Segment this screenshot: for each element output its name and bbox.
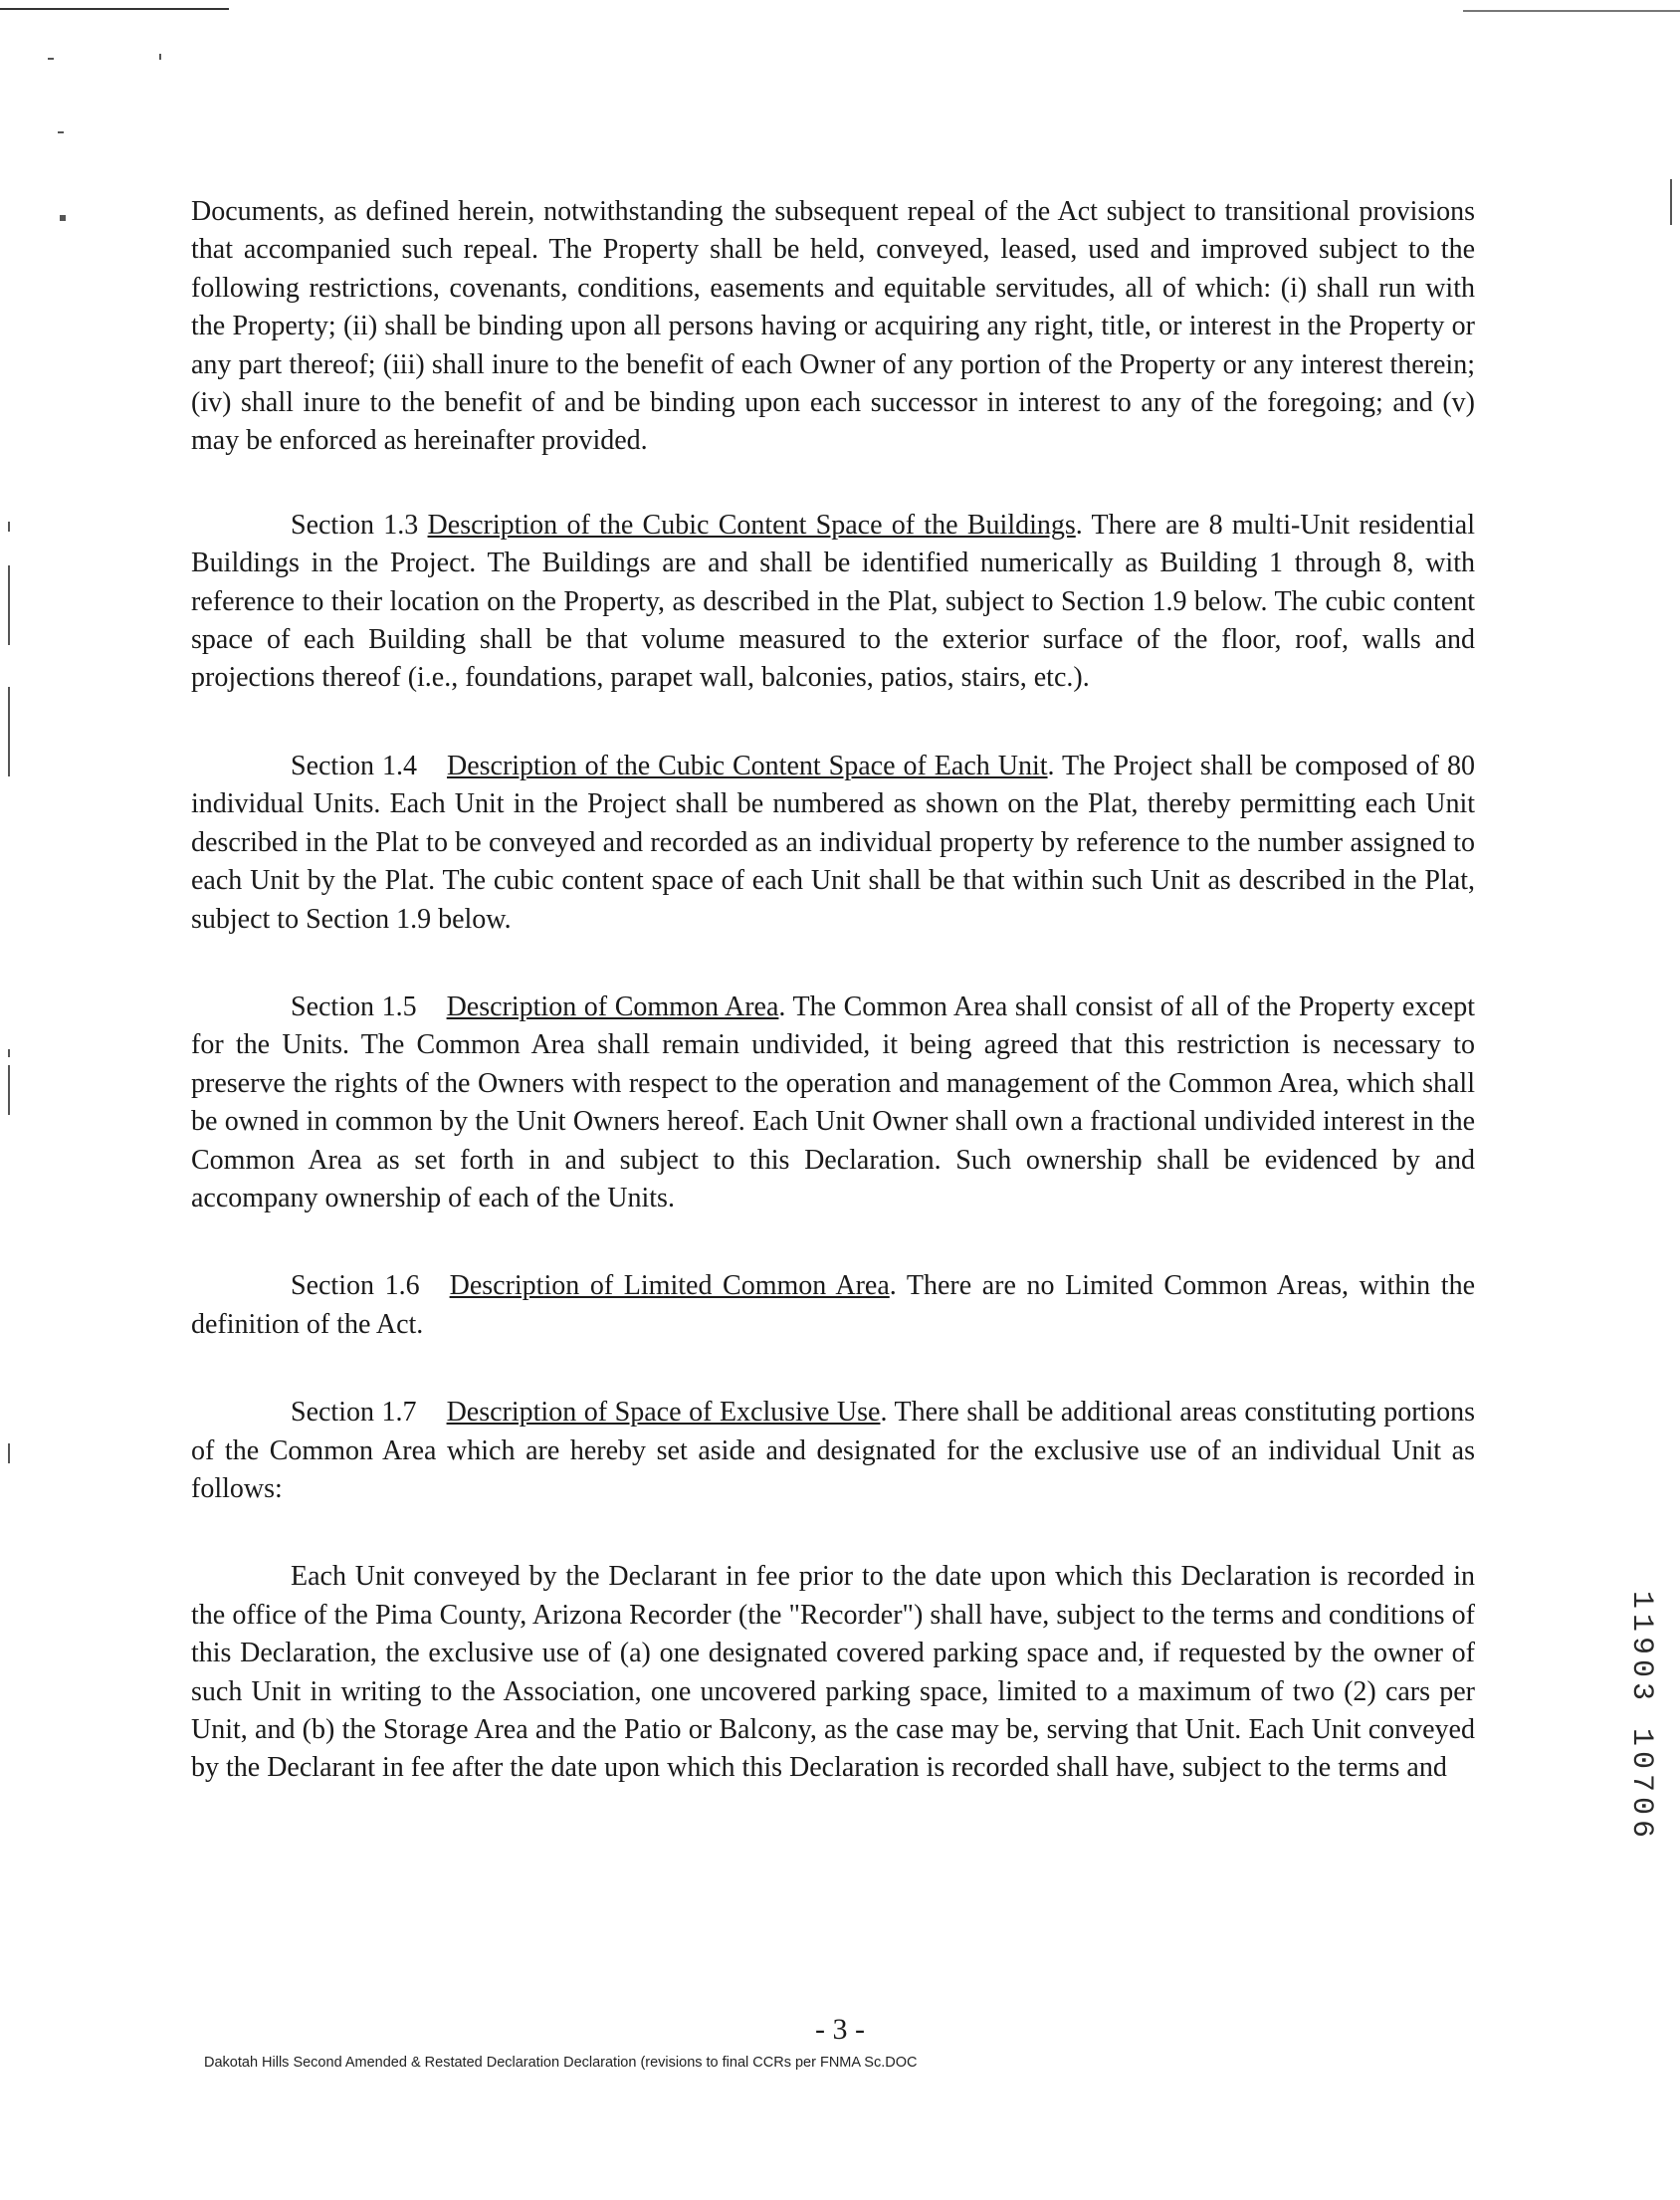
page-number: - 3 - xyxy=(815,2013,865,2046)
section-text: . There are no Limited Common Areas, within the definition of the Act. xyxy=(191,1270,1475,1340)
section-title: Description of the Cubic Content Space of the Buildings xyxy=(427,509,1076,541)
document-body xyxy=(191,193,1475,1788)
top-right-rule xyxy=(1463,10,1680,12)
section-label: Section 1.3 xyxy=(291,509,419,541)
section-1-3-paragraph xyxy=(191,507,1475,698)
section-1-6-paragraph xyxy=(191,1267,1475,1344)
top-left-rule xyxy=(0,8,229,10)
recording-stamp-text: 11903 10706 xyxy=(1624,1591,1658,1844)
scan-mark xyxy=(8,1443,10,1463)
scan-mark xyxy=(8,522,10,532)
scan-mark xyxy=(8,687,10,776)
scan-mark xyxy=(8,1049,10,1057)
scan-mark xyxy=(8,565,10,645)
section-label: Section 1.6 xyxy=(291,1270,420,1302)
section-1-7-paragraph xyxy=(191,1394,1475,1508)
section-label: Section 1.7 xyxy=(291,1397,417,1429)
scan-mark xyxy=(1670,179,1672,225)
section-label: Section 1.4 xyxy=(291,750,417,781)
section-title: Description of Common Area xyxy=(446,990,779,1022)
section-text: . The Common Area shall consist of all of the Property except for the Units. The Common Area shall remain undivided, it being agreed that this restriction is necessary to preserve the rights of the Owners with respect to the operation and management of the Common Area, which shall be owned in common by the Unit Owners hereof. Each Unit Owner shall own a fractional undivided interest in the Common Area as set forth in and subject to this Declaration. Such ownership shall be evidenced by and accompany ownership of each of the Units. xyxy=(191,990,1475,1213)
recording-stamp xyxy=(1622,1591,1662,1929)
section-text: . The Project shall be composed of 80 individual Units. Each Unit in the Project shall be numbered as shown on the Plat, thereby permitting each Unit described in the Plat to be conveyed and recorded as an individual property by reference to the number assigned to each Unit by the Plat. The cubic content space of each Unit shall be that within such Unit as described in the Plat, subject to Section 1.9 below. xyxy=(191,750,1475,935)
section-title: Description of the Cubic Content Space of Each Unit xyxy=(446,750,1048,781)
scan-mark xyxy=(58,131,64,133)
continuation-paragraph: Documents, as defined herein, notwithstanding the subsequent repeal of the Act subject to transitional provisions that accompanied such repeal. The Property shall be held, conveyed, leased, used and improved subject to the following restrictions, covenants, conditions, easements and equitable servitudes, all of which: (i) shall run with the Property; (ii) shall be binding upon all persons having or acquiring any right, title, or interest in the Property or any part thereof; (iii) shall inure to the benefit of each Owner of any portion of the Property or any interest therein; (iv) shall inure to the benefit of and be binding upon each successor in interest to any of the foregoing; and (v) may be enforced as hereinafter provided. xyxy=(191,196,1475,457)
scan-mark xyxy=(159,54,161,60)
document-footer: Dakotah Hills Second Amended & Restated Declaration Declaration (revisions to final CCRs per FNMA Sc.DOC xyxy=(204,2055,918,2071)
scan-mark xyxy=(48,58,54,60)
section-text: . There are 8 multi-Unit residential Buildings in the Project. The Buildings are and shall be identified numerically as Building 1 through 8, with reference to their location on the Property, as described in the Plat, subject to Section 1.9 below. The cubic content space of each Building shall be that volume measured to the exterior surface of the floor, roof, walls and projections thereof (i.e., foundations, parapet wall, balconies, patios, stairs, etc.). xyxy=(191,509,1475,694)
section-label: Section 1.5 xyxy=(291,990,417,1022)
scan-mark xyxy=(8,1065,10,1115)
exclusive-use-paragraph: Each Unit conveyed by the Declarant in fee prior to the date upon which this Declaration is recorded in the office of the Pima County, Arizona Recorder (the "Recorder") shall have, subject to the terms and conditions of this Declaration, the exclusive use of (a) one designated covered parking space and, if requested by the owner of such Unit in writing to the Association, one uncovered parking space, limited to a maximum of two (2) cars per Unit, and (b) the Storage Area and the Patio or Balcony, as the case may be, serving that Unit. Each Unit conveyed by the Declarant in fee after the date upon which this Declaration is recorded shall have, subject to the terms and xyxy=(191,1561,1475,1784)
scan-mark xyxy=(60,215,66,221)
section-title: Description of Space of Exclusive Use xyxy=(446,1397,881,1429)
section-1-4-paragraph xyxy=(191,748,1475,939)
section-1-5-paragraph xyxy=(191,989,1475,1217)
section-text: . There shall be additional areas constituting portions of the Common Area which are hereby set aside and designated for the exclusive use of an individual Unit as follows: xyxy=(191,1397,1475,1504)
section-title: Description of Limited Common Area xyxy=(449,1270,890,1302)
